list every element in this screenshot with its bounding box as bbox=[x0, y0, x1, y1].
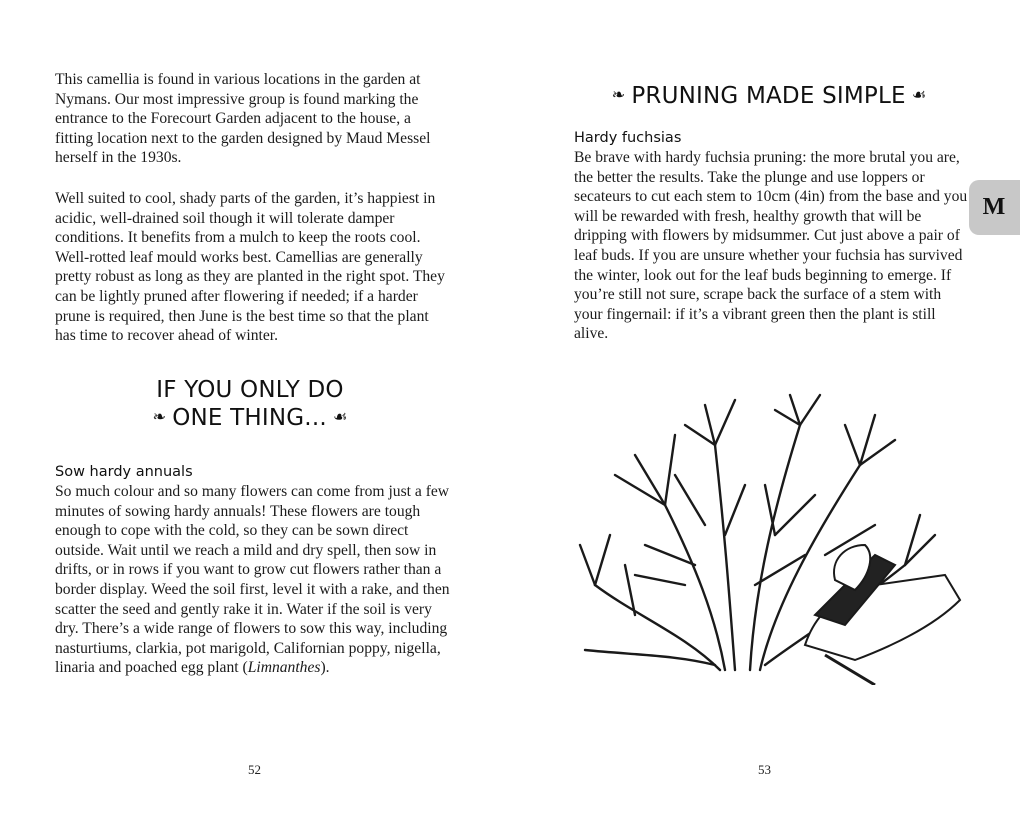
thumb-index-tab[interactable]: M bbox=[969, 180, 1020, 235]
intro-paragraph: This camellia is found in various locations in the garden at Nymans. Our most impressive group is found marking the entrance to the Forecourt Garden adjacent to the house, a fitting location next to the garden designed by Maud Messel herself in the 1930s. bbox=[55, 71, 431, 167]
ornament-right-icon: ☙ bbox=[332, 406, 348, 426]
ornament-left-icon: ❧ bbox=[152, 406, 167, 426]
sow-annuals-section bbox=[55, 463, 450, 678]
fuchsia-paragraph: Be brave with hardy fuchsia pruning: the more brutal you are, the better the results. Take the plunge and use loppers or secateurs to cut each stem to 10cm (4in) from the base and you will be rewarded with fresh, healthy growth that will be dripping with flowers by midsummer. Cut just above a pair of leaf buds. If you are unsure whether your fuchsia has survived the winter, look out for the leaf buds beginning to emerge. If you’re still not sure, scrape back the surface of a stem with your fingernail: if it’s a vibrant green then the plant is still alive. bbox=[574, 149, 968, 343]
subheading: Hardy fuchsias bbox=[574, 130, 682, 146]
section-heading-pruning: ❧ PRUNING MADE SIMPLE ☙ bbox=[574, 82, 964, 111]
sow-annuals-paragraph: So much colour and so many flowers can come from just a few minutes of sowing hardy annuals! These flowers are tough enough to cope with the cold, so they can be sown direct outside. Wait until we reach a mild and dry spell, then sow in drifts, or in rows if you want to grow cut flowers rather than a border display. Weed the soil first, level it with a rake, and then scatter the seed and gently rake it in. Water if the soil is very dry. There’s a wide range of flowers to sow this way, including nasturtiums, clarkia, pot marigold, Californian poppy, nigella, linaria and poached egg plant (Limnanthes). bbox=[55, 483, 450, 677]
ornament-left-icon: ❧ bbox=[611, 84, 626, 104]
fuchsia-pruning-illustration bbox=[575, 385, 965, 685]
subheading: Sow hardy annuals bbox=[55, 464, 193, 480]
fuchsia-section bbox=[574, 129, 969, 344]
ornament-right-icon: ☙ bbox=[911, 84, 927, 104]
care-paragraph: Well suited to cool, shady parts of the garden, it’s happiest in acidic, well-drained soil though it will tolerate damper conditions. It benefits from a mulch to keep the roots cool. Well-rotted leaf mould works best. Camellias are generally pretty robust as long as they are planted in the right spot. They can be lightly pruned after flowering if needed; if a harder prune is required, then June is the best time so that the plant has time to recover ahead of winter. bbox=[55, 190, 445, 345]
page-number: 53 bbox=[758, 762, 771, 777]
shrub-and-secateurs-icon bbox=[575, 385, 965, 685]
section-heading-one-thing: IF YOU ONLY DO ❧ ONE THING... ☙ bbox=[152, 377, 348, 431]
page-number: 52 bbox=[248, 762, 261, 777]
